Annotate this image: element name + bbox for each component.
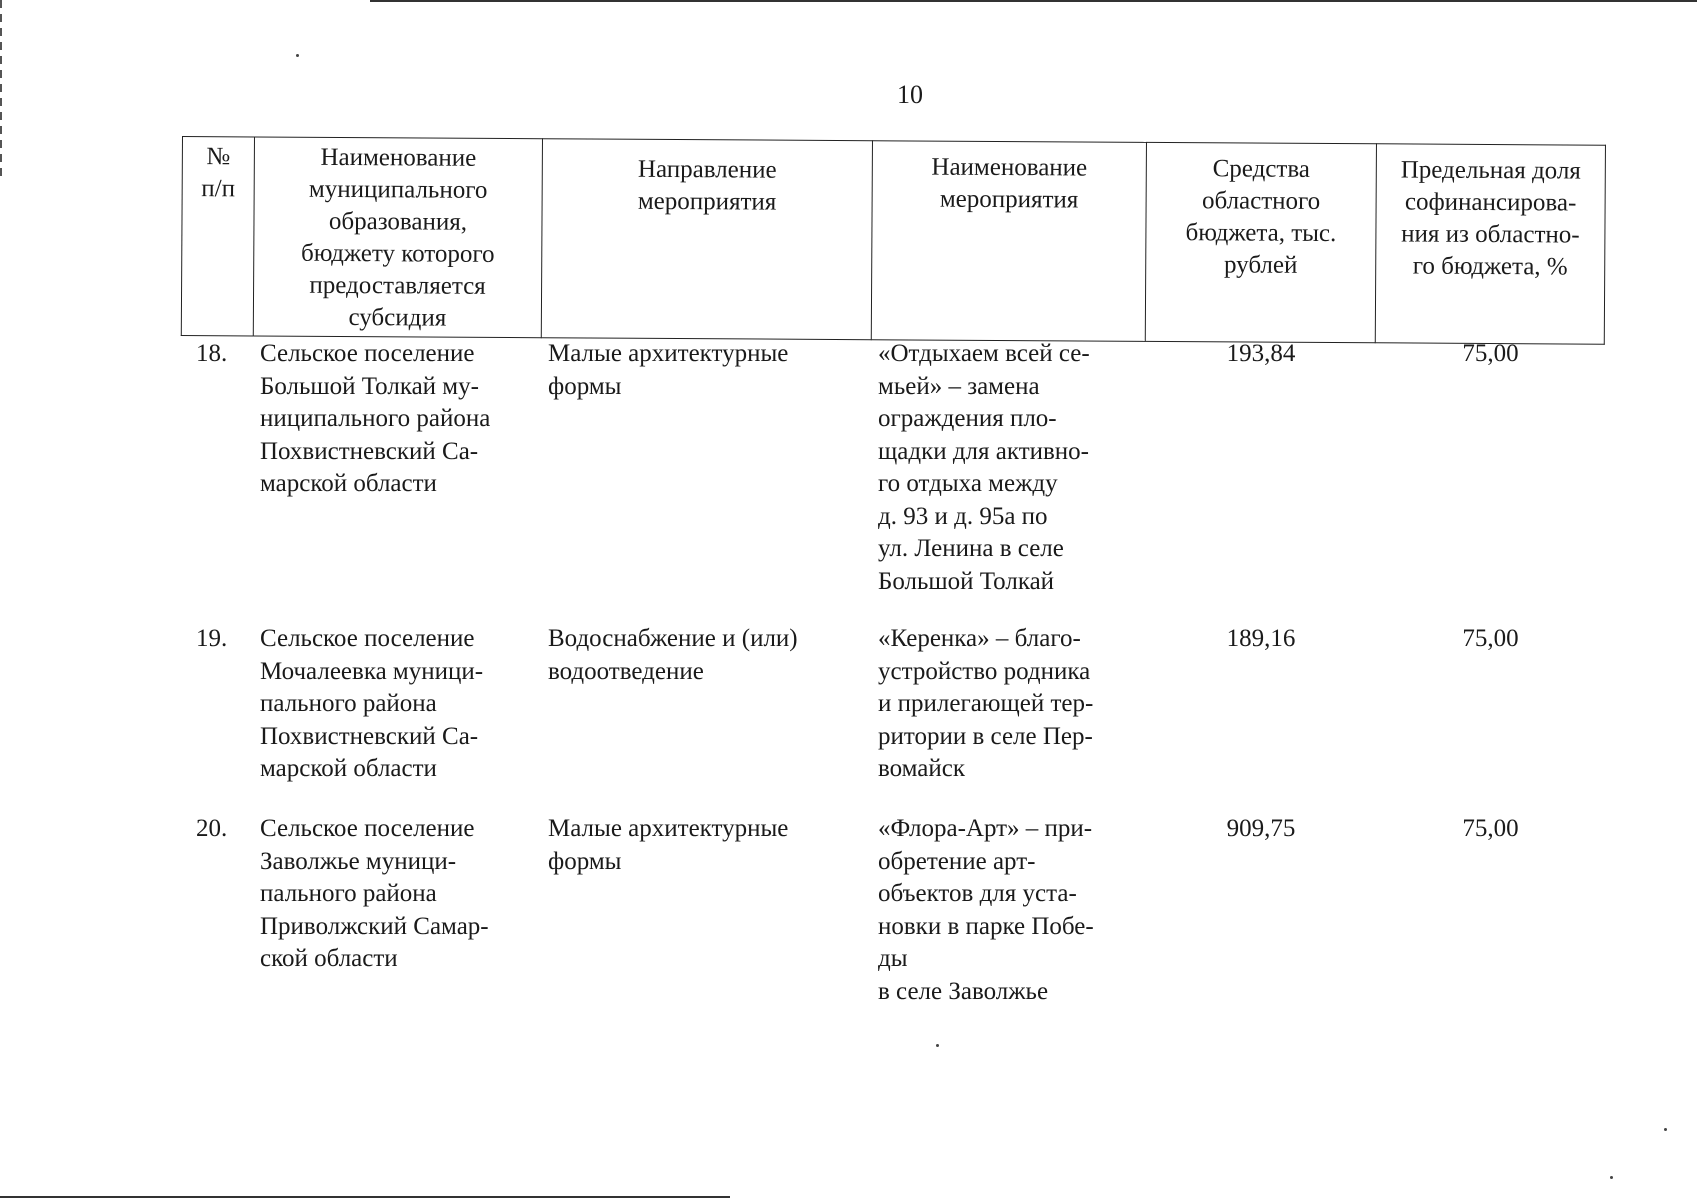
table-row bbox=[182, 813, 1605, 1033]
row-direction: Малые архитектурные формы bbox=[548, 340, 789, 400]
header-number-label: № п/п bbox=[201, 143, 236, 203]
row-funds: 193,84 bbox=[1226, 340, 1296, 367]
scan-edge-left bbox=[0, 0, 2, 180]
row-direction: Малые архитектурные формы bbox=[548, 815, 789, 875]
header-number bbox=[181, 137, 254, 336]
header-direction bbox=[541, 139, 872, 340]
row-funds: 909,75 bbox=[1226, 815, 1296, 842]
table-header bbox=[181, 136, 1606, 345]
table-body bbox=[182, 338, 1605, 1033]
table-row bbox=[182, 338, 1605, 623]
header-share-label: Предельная доля софинансирова- ния из областно- го бюджета, % bbox=[1400, 156, 1581, 281]
row-funds: 189,16 bbox=[1226, 625, 1296, 652]
scan-speck bbox=[296, 54, 299, 57]
page-number: 10 bbox=[897, 80, 923, 109]
table-row bbox=[182, 623, 1605, 813]
row-share: 75,00 bbox=[1462, 625, 1519, 652]
header-share bbox=[1375, 144, 1605, 344]
row-municipality: Сельское поселение Мочалеевка муници- пального района Похвистневский Са- марской области bbox=[260, 625, 484, 782]
row-share: 75,00 bbox=[1462, 340, 1519, 367]
header-funds-label: Средства областного бюджета, тыс. рублей bbox=[1185, 155, 1337, 279]
row-number: 20. bbox=[196, 815, 228, 842]
row-number: 18. bbox=[196, 340, 228, 367]
row-municipality: Сельское поселение Заволжье муници- пального района Приволжский Самар- ской области bbox=[260, 815, 489, 972]
header-municipality bbox=[253, 137, 542, 338]
header-municipality-label: Наименование муниципального образования, бюджету которого предоставляется субсидия bbox=[300, 143, 495, 332]
row-event: «Керенка» – благо- устройство родника и прилегающей тер- ритории в селе Пер- вомайск bbox=[878, 625, 1094, 782]
scan-speck bbox=[1610, 1176, 1613, 1179]
header-row bbox=[181, 137, 1605, 345]
header-event-label: Наименование мероприятия bbox=[931, 153, 1088, 214]
row-number: 19. bbox=[196, 625, 228, 652]
row-event: «Флора-Арт» – при- обретение арт- объектов для уста- новки в парке Побе- ды в селе Заволжье bbox=[878, 815, 1094, 1005]
scan-speck bbox=[936, 1044, 939, 1047]
header-funds bbox=[1145, 142, 1376, 342]
scan-speck bbox=[1664, 1128, 1667, 1131]
header-direction-label: Направление мероприятия bbox=[637, 155, 777, 216]
row-event: «Отдыхаем всей се- мьей» – замена ограждения пло- щадки для активно- го отдыха между д. 93 и д. 95а по ул. Ленина в селе Большой Толкай bbox=[878, 340, 1090, 595]
row-municipality: Сельское поселение Большой Толкай му- ниципального района Похвистневский Са- марской области bbox=[260, 340, 491, 497]
row-direction: Водоснабжение и (или) водоотведение bbox=[548, 625, 798, 685]
scan-edge-top bbox=[370, 0, 1697, 2]
header-event bbox=[871, 141, 1146, 342]
scan-edge-bottom bbox=[0, 1196, 730, 1198]
row-share: 75,00 bbox=[1462, 815, 1519, 842]
